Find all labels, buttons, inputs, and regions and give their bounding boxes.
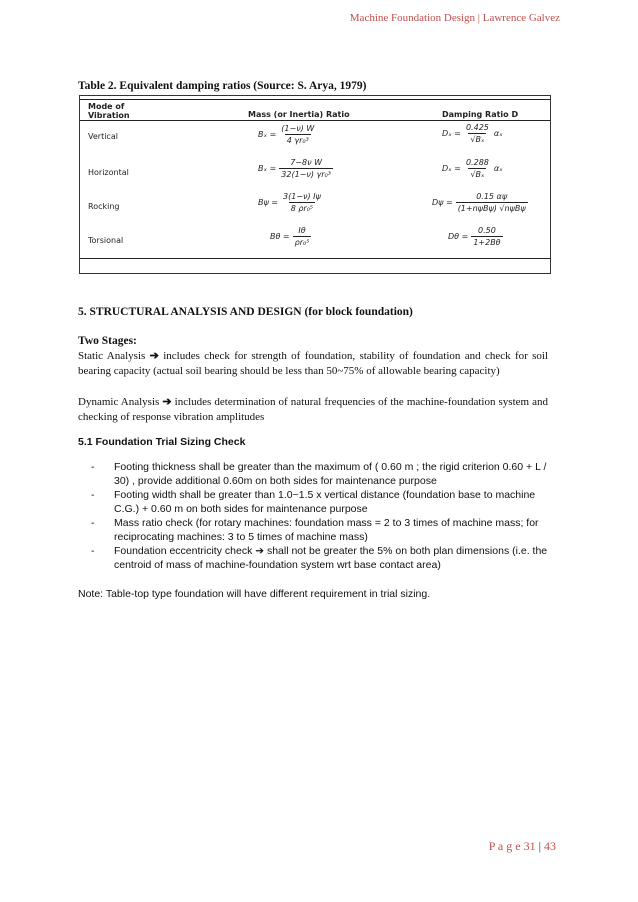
- right-arrow-icon: ➔: [162, 396, 172, 408]
- page-separator: |: [538, 839, 541, 853]
- list-item-text: Mass ratio check (for rotary machines: foundation mass = 2 to 3 times of machine mass; for reciprocating machines: 3 to 5 times of machine mass): [114, 517, 539, 543]
- damping-ratio-horizontal: [442, 158, 503, 179]
- row-label-horizontal: Horizontal: [88, 168, 129, 177]
- damping-lhs: Dₓ =: [442, 164, 461, 173]
- subsection-title: 5.1 Foundation Trial Sizing Check: [78, 436, 246, 448]
- table-header-mass: Mass (or Inertia) Ratio: [248, 110, 350, 119]
- mass-ratio-torsional: [270, 226, 314, 247]
- dynamic-analysis-text: includes determination of natural frequencies of the machine-foundation system and checking of response vibration amplitudes: [78, 396, 549, 423]
- header-mode-line1: Mode of: [88, 102, 125, 111]
- damping-numerator: 0.50: [478, 226, 496, 235]
- damping-numerator: 0.15 αψ: [476, 192, 508, 201]
- row-label-rocking: Rocking: [88, 202, 120, 211]
- page-label: P a g e: [488, 839, 521, 853]
- static-analysis-label: Static Analysis: [78, 350, 146, 362]
- list-item: [78, 544, 548, 572]
- header-mode-line2: Vibration: [88, 111, 130, 120]
- bullet-dash: -: [91, 461, 95, 473]
- damping-lhs: Dθ =: [448, 232, 469, 241]
- dynamic-analysis-paragraph: [78, 395, 548, 425]
- damping-lhs: Dψ =: [432, 198, 453, 207]
- table-header-mode: [88, 102, 130, 120]
- damping-ratio-rocking: [432, 192, 531, 213]
- damping-denominator: 1+2Bθ: [473, 238, 501, 247]
- table-header-rule: [80, 120, 550, 121]
- note-text: Note: Table-top type foundation will have different requirement in trial sizing.: [78, 588, 431, 600]
- page-footer: [489, 839, 556, 854]
- mass-ratio-numerator: (1−ν) W: [281, 124, 315, 133]
- trial-sizing-list: [78, 460, 548, 572]
- row-label-vertical: Vertical: [88, 132, 118, 141]
- static-analysis-paragraph: [78, 349, 548, 379]
- mass-ratio-rocking: [258, 192, 326, 213]
- damping-tail: αₓ: [493, 164, 503, 173]
- table-footer-rule: [80, 258, 550, 259]
- list-item-text: Foundation eccentricity check ➔ shall not be greater the 5% on both plan dimensions (i.e. the centroid of mass of machine-foundation system wrt base contact area): [114, 545, 548, 571]
- mass-ratio-numerator: Iθ: [298, 226, 306, 235]
- section-title: 5. STRUCTURAL ANALYSIS AND DESIGN (for block foundation): [78, 306, 413, 318]
- two-stages-heading: Two Stages:: [78, 335, 137, 347]
- mass-ratio-lhs: Bₓ =: [258, 130, 277, 139]
- damping-denominator: √Bₓ: [470, 135, 485, 144]
- mass-ratio-denominator: ρr₀⁵: [294, 238, 310, 247]
- dynamic-analysis-label: Dynamic Analysis: [78, 396, 160, 408]
- list-item: [78, 488, 548, 516]
- mass-ratio-numerator: 3(1−ν) Iψ: [283, 192, 321, 201]
- bullet-dash: -: [91, 517, 95, 529]
- mass-ratio-denominator: 4 γr₀³: [286, 136, 309, 145]
- table-caption: Table 2. Equivalent damping ratios (Source: S. Arya, 1979): [78, 80, 367, 92]
- mass-ratio-denominator: 8 ρr₀⁵: [290, 204, 314, 213]
- mass-ratio-lhs: Bψ =: [258, 198, 279, 207]
- page-header: Machine Foundation Design | Lawrence Galvez: [349, 12, 560, 24]
- static-analysis-text: includes check for strength of foundation, stability of foundation and check for soil bearing capacity (actual soil bearing should be less than 50~75% of allowable bearing capacity): [78, 350, 549, 377]
- bullet-dash: -: [91, 489, 95, 501]
- page-total: 43: [544, 839, 556, 853]
- list-item: [78, 460, 548, 488]
- bullet-dash: -: [91, 545, 95, 557]
- mass-ratio-horizontal: [258, 158, 336, 179]
- damping-denominator: (1+nψBψ) √nψBψ: [457, 204, 526, 213]
- damping-lhs: Dₓ =: [442, 129, 461, 138]
- damping-ratio-vertical: [442, 123, 503, 144]
- damping-numerator: 0.288: [465, 158, 489, 167]
- page-number: 31: [523, 839, 536, 853]
- damping-numerator: 0.425: [465, 123, 489, 132]
- damping-tail: αₓ: [493, 129, 503, 138]
- mass-ratio-vertical: [258, 124, 319, 145]
- list-item-text: Footing thickness shall be greater than the maximum of ( 0.60 m ; the rigid criterion 0.60 + L / 30) , provide additional 0.60m on both sides for maintenance purpose: [114, 461, 547, 487]
- row-label-torsional: Torsional: [88, 236, 124, 245]
- damping-ratio-torsional: [448, 226, 506, 247]
- mass-ratio-numerator: 7−8ν W: [290, 158, 323, 167]
- mass-ratio-lhs: Bθ =: [270, 232, 290, 241]
- damping-ratio-table: [79, 95, 551, 274]
- damping-denominator: √Bₓ: [470, 170, 485, 179]
- table-header-damping: Damping Ratio D: [442, 110, 519, 119]
- list-item: [78, 516, 548, 544]
- mass-ratio-denominator: 32(1−ν) γr₀³: [281, 170, 331, 179]
- list-item-text: Footing width shall be greater than 1.0~1.5 x vertical distance (foundation base to machine C.G.) + 0.60 m on both sides for maintenance purpose: [114, 489, 536, 515]
- table-top-rule: [80, 99, 550, 100]
- mass-ratio-lhs: Bₓ =: [258, 164, 277, 173]
- right-arrow-icon: ➔: [149, 350, 159, 362]
